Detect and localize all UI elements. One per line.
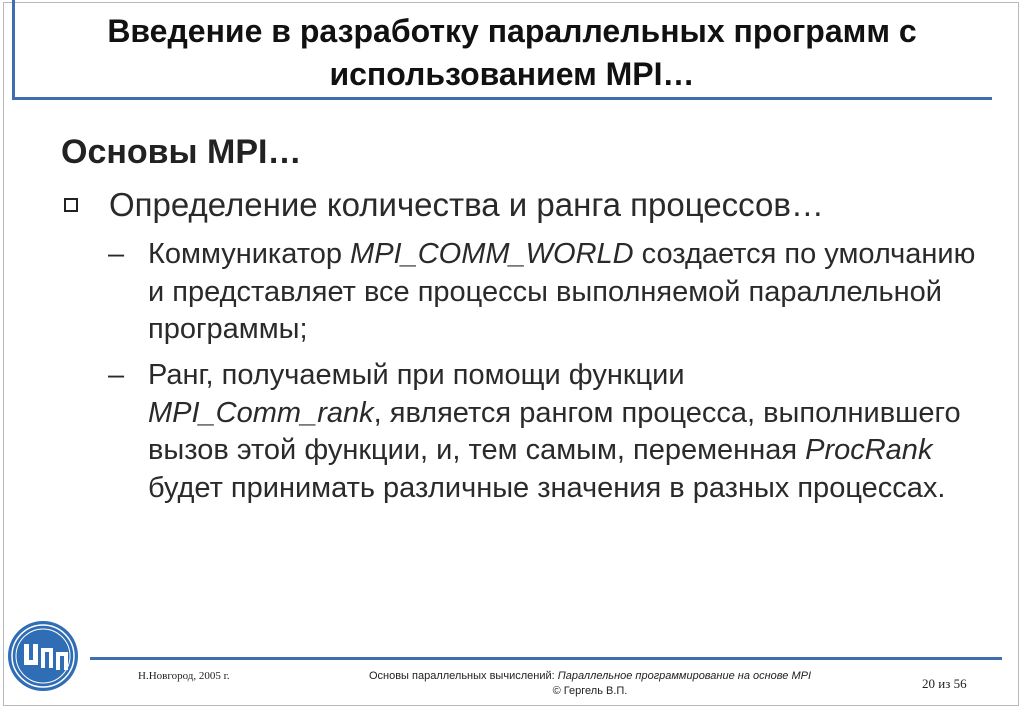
sub-item-2-text: [148, 357, 988, 507]
code-term: ProcRank: [805, 434, 933, 466]
slide-title: [40, 10, 984, 96]
text-span: создается по умолчанию и представляет все процессы выполняемой параллельной программы;: [148, 238, 976, 345]
dash-marker: –: [108, 359, 125, 391]
page-number: 20 из 56: [922, 676, 967, 691]
sub-item-1-text: [148, 236, 988, 349]
sub-item-2: [108, 357, 988, 507]
footer-course-topic: Параллельное программирование на основе MPI: [557, 670, 812, 682]
code-term: MPI_COMM_WORLD: [350, 238, 634, 270]
footer-location-date: Н.Новгород, 2005 г.: [138, 670, 230, 682]
footer-copyright: © Гергель В.П.: [552, 685, 628, 697]
title-vertical-rule: [12, 0, 15, 100]
text-span: Ранг, получаемый при помощи функции: [148, 359, 685, 391]
text-span: , является рангом процесса, выполнившего вызов этой функции, и, тем самым, переменная: [148, 396, 961, 466]
title-underline: [12, 97, 992, 100]
dash-marker: –: [108, 238, 125, 270]
footer-rule: [90, 657, 1002, 660]
slide-frame: [3, 2, 1019, 706]
bullet-text: Определение количества и ранга процессов…: [109, 186, 824, 223]
checkbox-icon: [64, 198, 78, 212]
section-heading: Основы MPI…: [61, 133, 302, 171]
unn-logo: [7, 620, 79, 692]
footer-course: [320, 669, 860, 699]
title-line-2: использованием MPI…: [329, 56, 695, 92]
title-line-1: Введение в разработку параллельных программ с: [107, 13, 917, 49]
text-span: Коммуникатор: [148, 238, 351, 270]
footer-course-prefix: Основы параллельных вычислений:: [368, 670, 558, 682]
text-span: будет принимать различные значения в разных процессах.: [148, 471, 946, 504]
code-term: MPI_Comm_rank: [148, 396, 374, 429]
sub-item-1: [108, 236, 988, 349]
